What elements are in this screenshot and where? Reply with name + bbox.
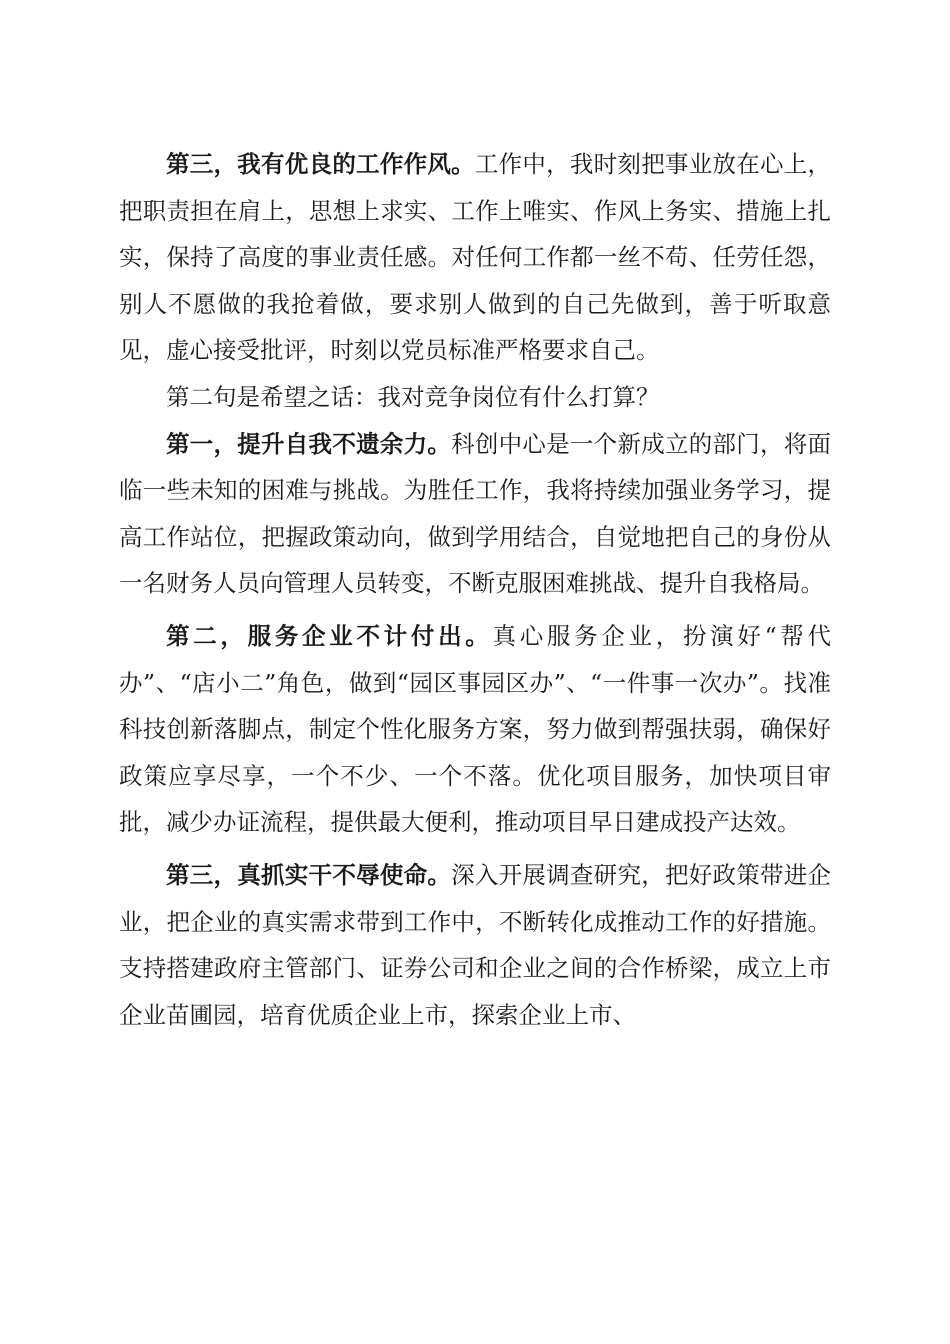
paragraph-work-style: [119, 141, 831, 374]
paragraph-body: 工作中，我时刻把事业放在心上，把职责担在肩上，思想上求实、工作上唯实、作风上务实、措施上扎实，保持了高度的事业责任感。对任何工作都一丝不苟、任劳任怨，别人不愿做的我抢着做，要求别人做到的自己先做到，善于听取意见，虚心接受批评，时刻以党员标准严格要求自己。: [119, 150, 832, 365]
paragraph-serve-enterprises: [119, 613, 831, 846]
paragraph-body: 科创中心是一个新成立的部门，将面临一些未知的困难与挑战。为胜任工作，我将持续加强业务学习，提高工作站位，把握政策动向，做到学用结合，自觉地把自己的身份从一名财务人员向管理人员转变，不断克服困难挑战、提升自我格局。: [119, 429, 832, 598]
paragraph-heading: 第一，提升自我不遗余力。: [166, 429, 452, 458]
paragraph-mission: [119, 852, 831, 1038]
paragraph-body: 真心服务企业，扮演好“帮代办”、“店小二”角色，做到“园区事园区办”、“一件事一次办”。找准科技创新落脚点，制定个性化服务方案，努力做到帮强扶弱，确保好政策应享尽享，一个不少、一个不落。优化项目服务，加快项目审批，减少办证流程，提供最大便利，推动项目早日建成投产达效。: [119, 621, 832, 837]
paragraph-heading: 第三，真抓实干不辱使命。: [166, 860, 452, 889]
paragraph-heading: 第二，服务企业不计付出。: [166, 621, 493, 650]
document-page: [119, 141, 831, 1038]
paragraph-body: 深入开展调查研究，把好政策带进企业，把企业的真实需求带到工作中，不断转化成推动工作的好措施。支持搭建政府主管部门、证券公司和企业之间的合作桥梁，成立上市企业苗圃园，培育优质企业上市，探索企业上市、: [119, 860, 832, 1029]
paragraph-section-intro: [119, 374, 831, 421]
paragraph-body: 第二句是希望之话：我对竞争岗位有什么打算？: [166, 382, 660, 411]
paragraph-self-improvement: [119, 421, 831, 607]
paragraph-heading: 第三，我有优良的工作作风。: [166, 150, 475, 178]
